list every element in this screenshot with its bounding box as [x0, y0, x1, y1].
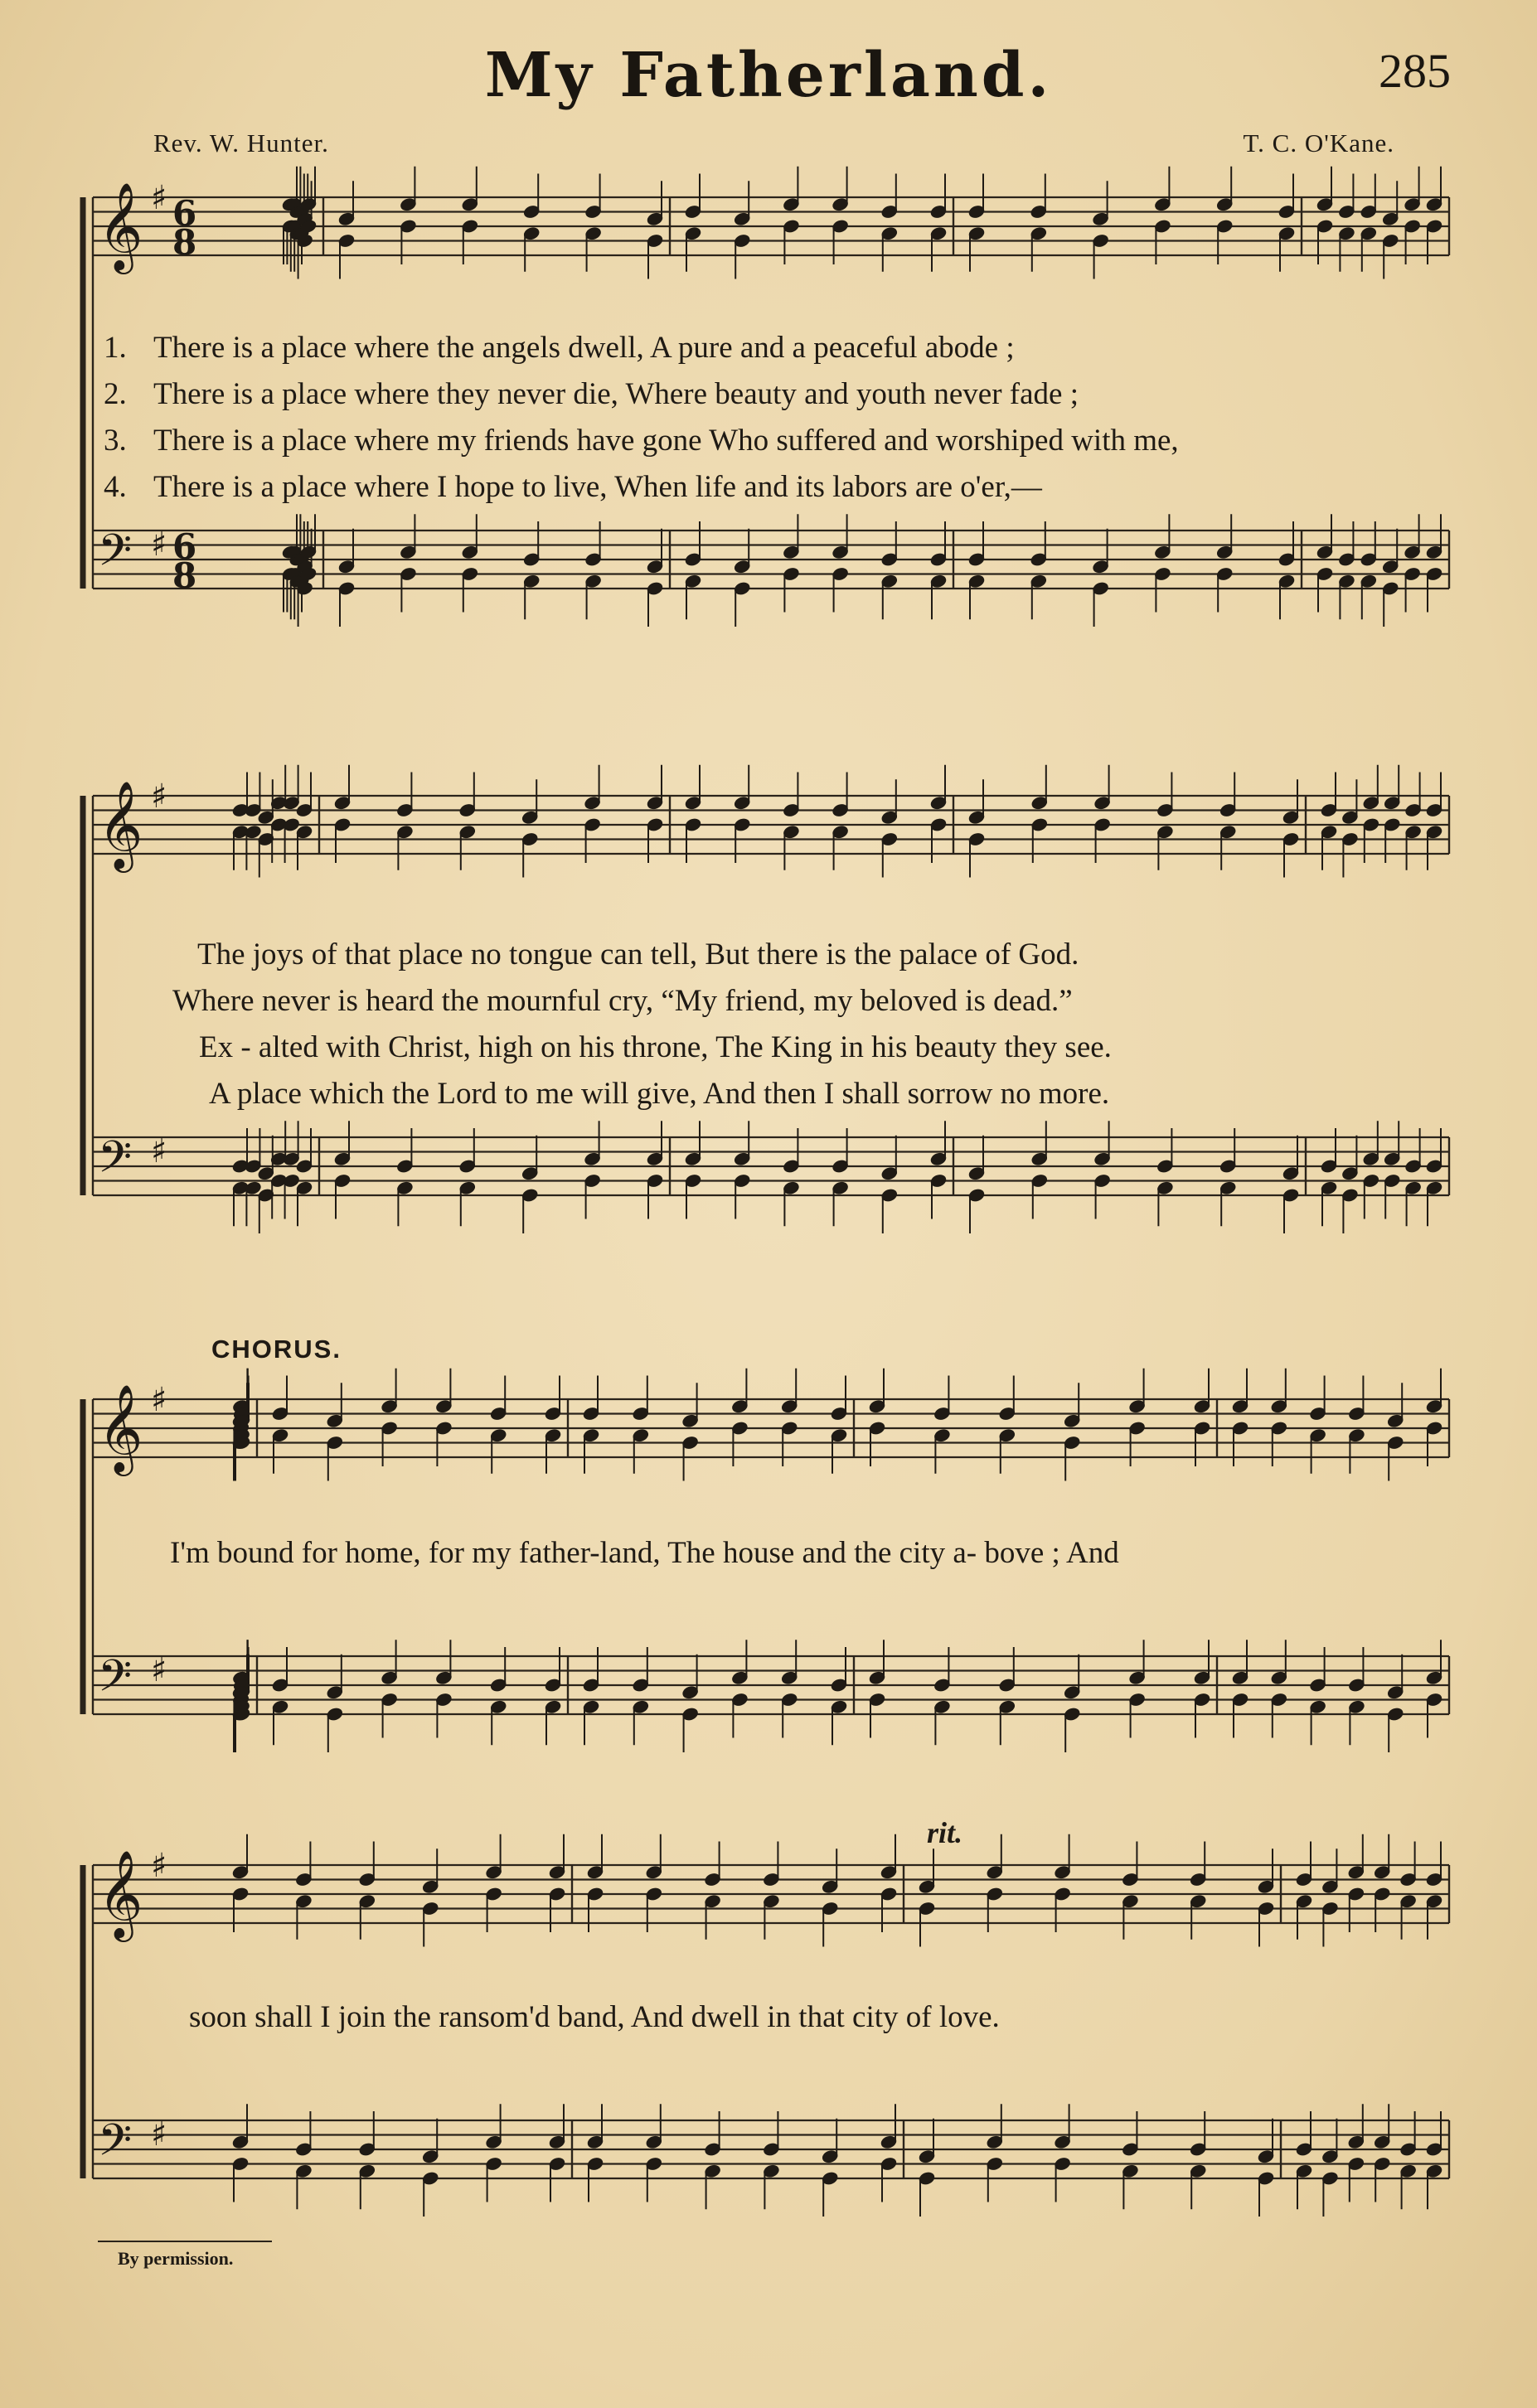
author-credit: Rev. W. Hunter.	[153, 128, 329, 157]
verse-4-line	[104, 469, 1042, 505]
sharp-icon: ♯	[151, 1847, 167, 1885]
bass-clef-icon: 𝄢	[98, 1651, 133, 1713]
footnote: By permission.	[118, 2248, 234, 2269]
verse-3-line	[104, 423, 1179, 458]
chorus-label: CHORUS.	[211, 1335, 342, 1364]
verse-text: There is a place where they never die, Where beauty and youth never fade ;	[153, 377, 1079, 411]
bass-clef-icon: 𝄢	[98, 1132, 133, 1194]
treble-clef-icon: 𝄞	[98, 182, 143, 270]
verse-3-continuation: Ex - alted with Christ, high on his throne, The King in his beauty they see.	[199, 1030, 1112, 1064]
sharp-icon: ♯	[151, 526, 167, 564]
treble-clef-icon: 𝄞	[98, 1383, 143, 1472]
chorus-line-1: I'm bound for home, for my father-land, The house and the city a- bove ; And	[170, 1536, 1119, 1570]
bass-clef-icon: 𝄢	[98, 2115, 133, 2177]
verse-number: 3.	[104, 424, 127, 458]
verse-text: There is a place where I hope to live, When life and its labors are o'er,—	[153, 470, 1042, 504]
page-number: 285	[1379, 44, 1451, 98]
verse-number: 1.	[104, 331, 127, 365]
time-signature-top: 6	[172, 526, 197, 567]
verse-2-continuation: Where never is heard the mournful cry, “My friend, my beloved is dead.”	[172, 984, 1073, 1018]
verse-1-continuation: The joys of that place no tongue can tell, But there is the palace of God.	[197, 938, 1079, 971]
footnote-rule	[98, 2241, 272, 2242]
sharp-icon: ♯	[151, 1651, 167, 1689]
ritardando-mark: rit.	[927, 1816, 963, 1849]
verse-text: There is a place where my friends have gone Who suffered and worshiped with me,	[153, 424, 1179, 458]
sharp-icon: ♯	[151, 179, 167, 217]
verse-number: 4.	[104, 470, 127, 504]
chorus-line-2: soon shall I join the ransom'd band, And dwell in that city of love.	[189, 2000, 1000, 2034]
sharp-icon: ♯	[151, 1132, 167, 1170]
hymn-title: My Fatherland.	[484, 40, 1053, 111]
verse-1-line	[104, 330, 1015, 366]
sharp-icon: ♯	[151, 778, 167, 816]
sharp-icon: ♯	[151, 1381, 167, 1419]
bass-clef-icon: 𝄢	[98, 526, 133, 587]
treble-clef-icon: 𝄞	[98, 1849, 143, 1938]
composer-credit: T. C. O'Kane.	[1243, 128, 1394, 157]
time-signature-top: 6	[172, 193, 197, 234]
treble-clef-icon: 𝄞	[98, 780, 143, 869]
time-signature-bottom: 8	[172, 222, 197, 263]
time-signature-bottom: 8	[172, 555, 197, 596]
sharp-icon: ♯	[151, 2115, 167, 2154]
verse-2-line	[104, 376, 1079, 412]
verse-number: 2.	[104, 377, 127, 411]
verse-text: There is a place where the angels dwell, A pure and a peaceful abode ;	[153, 331, 1015, 365]
verse-4-continuation: A place which the Lord to me will give, And then I shall sorrow no more.	[209, 1077, 1110, 1111]
